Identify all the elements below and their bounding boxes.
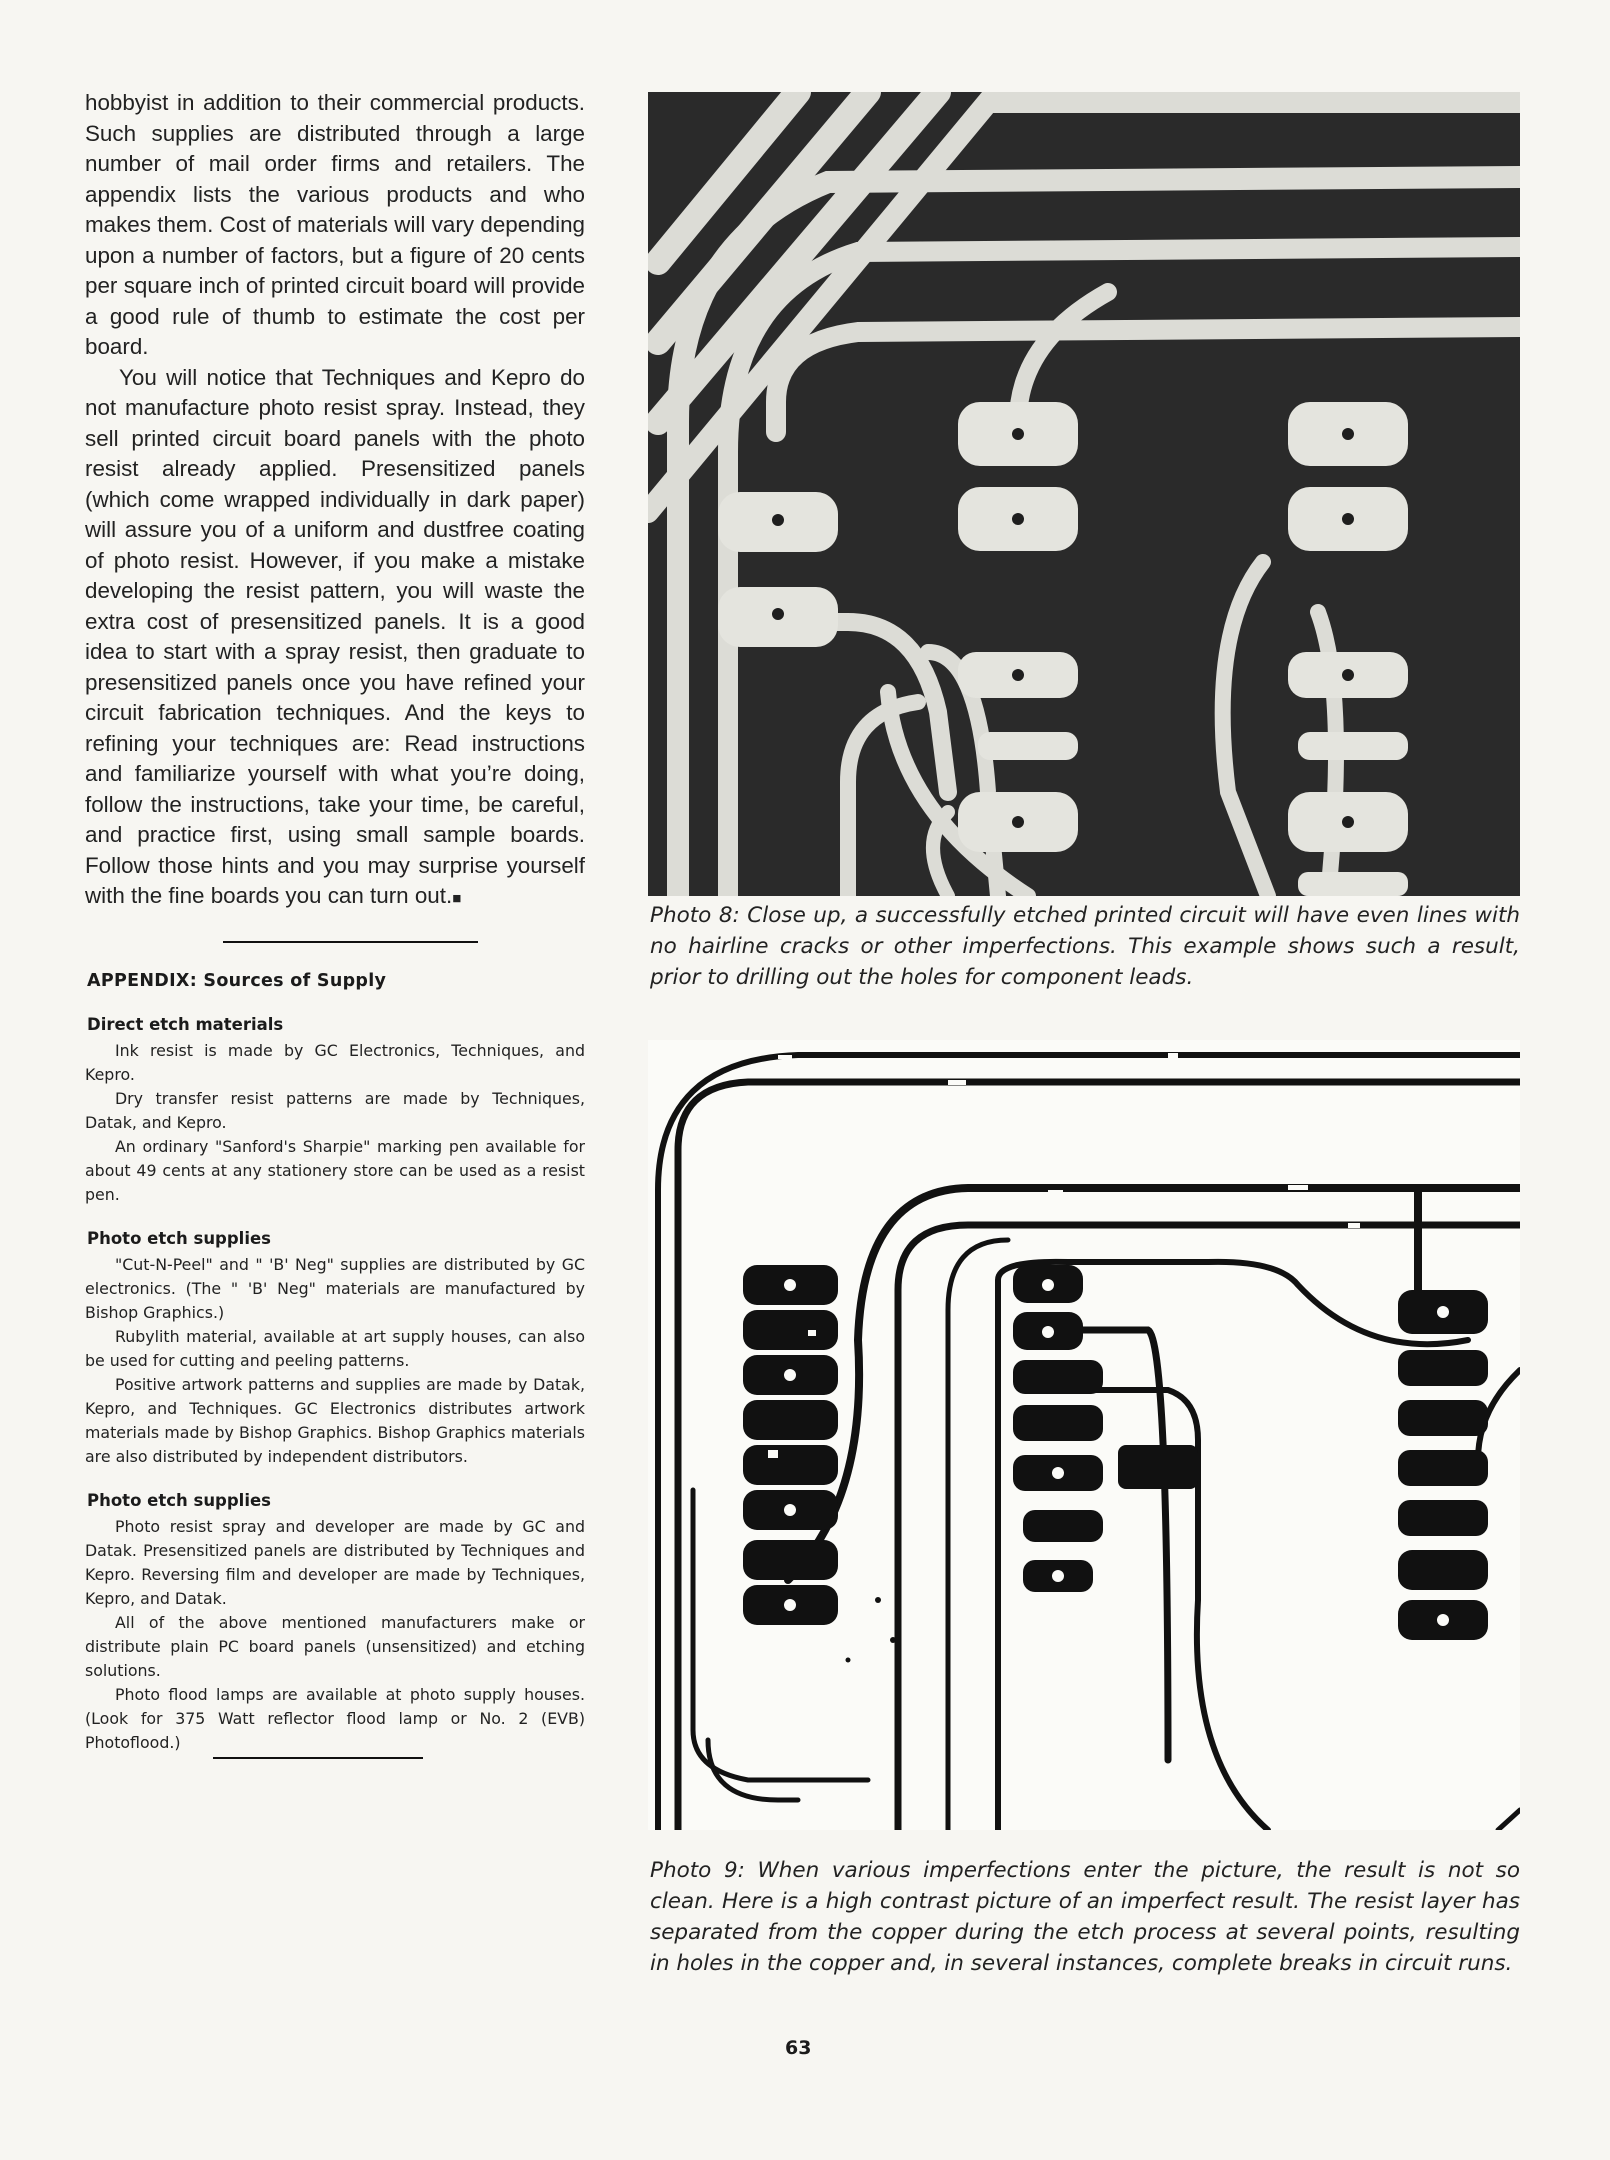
article-paragraph-2-text: You will notice that Techniques and Kepro do not manufacture photo resist spray. Instead, they sell printed circuit board panels with the photo resist already applied. Presensitized panels (which come wrapped individually in dark paper) will assure you of a uniform and dustfree coating of photo resist. However, if you make a mistake developing the resist pattern, you will waste the extra cost of presensitized panels. It is a good idea to start with a spray resist, then graduate to presensitized panels once you have refined your circuit fabrication techniques. And the keys to refining your techniques are: Read instructions and familiarize yourself with what you’re doing, follow the instructions, take your time, be careful, and practice first, using small sample boards. Follow those hints and you may surprise yourself with the fine boards you can turn out. bbox=[85, 364, 585, 908]
section-divider bbox=[223, 941, 478, 943]
appendix-paragraph: All of the above mentioned manufacturers make or distribute plain PC board panels (unsensitized) and etching solutions. bbox=[85, 1612, 585, 1680]
appendix-section-heading: Photo etch supplies bbox=[87, 1228, 272, 1248]
appendix-section-direct-etch bbox=[85, 1015, 585, 1207]
photo-9-image bbox=[648, 1040, 1520, 1830]
appendix-section-photo-etch-2 bbox=[85, 1491, 585, 1755]
appendix-paragraph: Photo resist spray and developer are made by GC and Datak. Presensitized panels are distributed by Techniques and Kepro. Reversing film and developer are made by Techniques, Kepro, and Datak. bbox=[85, 1516, 585, 1608]
left-column bbox=[85, 88, 585, 1759]
appendix-paragraph: "Cut-N-Peel" and " 'B' Neg" supplies are distributed by GC electronics. (The " 'B' Neg" materials are manufactured by Bishop Graphics.) bbox=[85, 1254, 585, 1322]
photo-8-caption: Photo 8: Close up, a successfully etched printed circuit will have even lines with no hairline cracks or other imperfections. This example shows such a result, prior to drilling out the holes for component leads. bbox=[650, 903, 1520, 990]
page-number: 63 bbox=[785, 2037, 812, 2059]
photo-8-etched-circuit bbox=[648, 92, 1520, 896]
article-paragraph-2 bbox=[85, 363, 585, 915]
appendix-paragraph: Dry transfer resist patterns are made by Techniques, Datak, and Kepro. bbox=[85, 1088, 585, 1132]
appendix-paragraph: An ordinary "Sanford's Sharpie" marking pen available for about 49 cents at any stationery store can be used as a resist pen. bbox=[85, 1136, 585, 1204]
appendix-end-rule bbox=[213, 1757, 423, 1759]
end-mark: ■ bbox=[452, 890, 462, 907]
appendix-paragraph: Rubylith material, available at art supply houses, can also be used for cutting and peeling patterns. bbox=[85, 1326, 585, 1370]
appendix-section-heading: Direct etch materials bbox=[87, 1014, 284, 1034]
appendix-section-heading: Photo etch supplies bbox=[87, 1490, 272, 1510]
photo-9-imperfect-etch bbox=[648, 1040, 1520, 1830]
appendix-title: APPENDIX: Sources of Supply bbox=[87, 970, 387, 991]
article-paragraph-1: hobbyist in addition to their commercial products. Such supplies are distributed through a large number of mail order firms and retailers. The appendix lists the various products and who makes them. Cost of materials will vary depending upon a number of factors, but a figure of 20 cents per square inch of printed circuit board will provide a good rule of thumb to estimate the cost per board. bbox=[85, 90, 585, 359]
appendix-paragraph: Ink resist is made by GC Electronics, Techniques, and Kepro. bbox=[85, 1040, 585, 1084]
photo-8-image bbox=[648, 92, 1520, 896]
appendix-paragraph: Photo flood lamps are available at photo supply houses. (Look for 375 Watt reflector flood lamp or No. 2 (EVB) Photoflood.) bbox=[85, 1684, 585, 1752]
photo-9-caption: Photo 9: When various imperfections enter the picture, the result is not so clean. Here is a high contrast picture of an imperfect result. The resist layer has separated from the copper during the etch process at several points, resulting in holes in the copper and, in several instances, complete breaks in circuit runs. bbox=[650, 1858, 1520, 1976]
appendix bbox=[85, 971, 585, 1759]
appendix-section-photo-etch-1 bbox=[85, 1229, 585, 1469]
appendix-paragraph: Positive artwork patterns and supplies are made by Datak, Kepro, and Techniques. GC Electronics distributes artwork materials made by Bishop Graphics. Bishop Graphics materials are also distributed by independent distributors. bbox=[85, 1374, 585, 1466]
